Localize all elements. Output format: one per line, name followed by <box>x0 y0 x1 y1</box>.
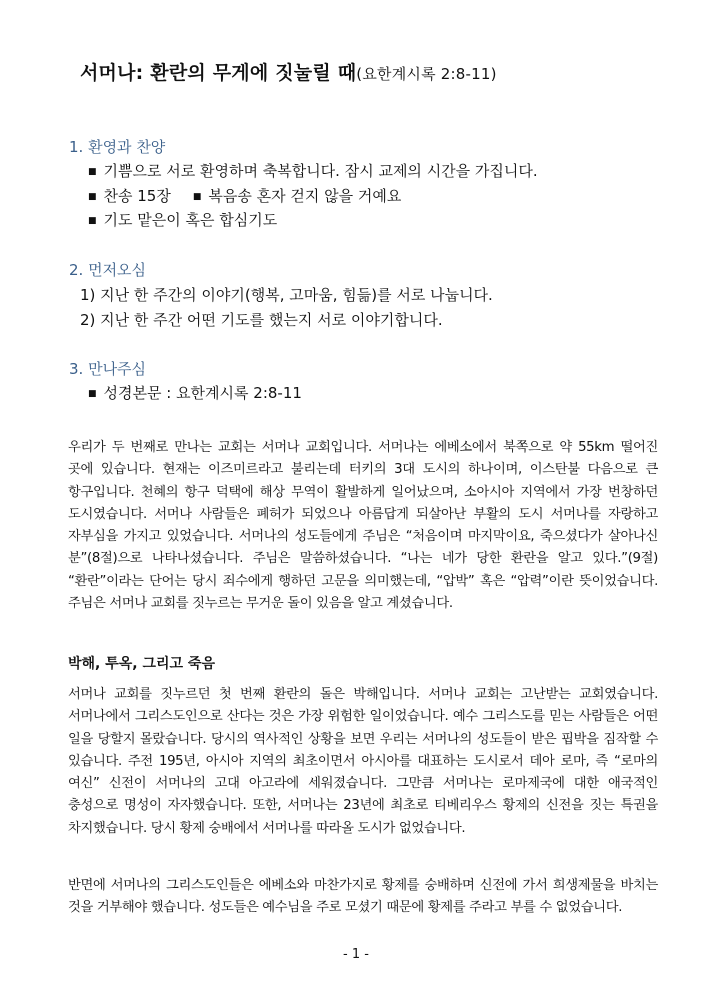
page-number: - 1 - <box>343 947 369 962</box>
bullet-square-icon: ■ <box>88 192 97 202</box>
section-heading-meeting: 3. 만나주심 <box>69 360 147 378</box>
page-title <box>80 58 497 85</box>
list-item: ■ 성경본문 : 요한계시록 2:8-11 <box>88 384 302 402</box>
title-main: 서머나: 환란의 무게에 짓눌릴 때 <box>80 62 357 84</box>
bullet-square-icon: ■ <box>88 389 97 399</box>
title-reference: (요한계시록 2:8-11) <box>356 65 497 83</box>
bullet-square-icon: ■ <box>88 167 97 177</box>
body-subheading: 박해, 투옥, 그리고 죽음 <box>68 656 215 672</box>
list-item: ■ 기도 맡은이 혹은 합심기도 <box>88 211 278 229</box>
list-item: 2) 지난 한 주간 어떤 기도를 했는지 서로 이야기합니다. <box>80 311 443 329</box>
section-heading-first-coming: 2. 먼저오심 <box>69 261 147 279</box>
body-paragraph: 서머나 교회를 짓누르던 첫 번째 환란의 돌은 박해입니다. 서머나 교회는 고난받는 교회였습니다. 서머나에서 그리스도인으로 산다는 것은 가장 위험한 일이었습니다. 예수 그리스도를 믿는 사람들은 어떤 일을 당할지 몰랐습니다. 당시의 역사적인 상황을 보면 우리는 서머나의 성도들이 받은 핍박을 짐작할 수 있습니다. 주전 195년, 아시아 지역의 최초이면서 아시아를 대표하는 도시로서 데아 로마, 즉 “로마의 여신” 신전이 서머나의 고대 아고라에 세워졌습니다. 그만큼 서머나는 로마제국에 대한 애국적인 충성으로 명성이 자자했습니다. 또한, 서머나는 23년에 최초로 티베리우스 황제의 신전을 짓는 특권을 차지했습니다. 당시 황제 숭배에서 서머나를 따라올 도시가 없었습니다. <box>68 687 658 836</box>
body-paragraph: 우리가 두 번째로 만나는 교회는 서머나 교회입니다. 서머나는 에베소에서 북쪽으로 약 55km 떨어진 곳에 있습니다. 현재는 이즈미르라고 불리는데 터키의 3대 도시의 하나이며, 이스탄불 다음으로 큰 항구입니다. 천혜의 항구 덕택에 해상 무역이 활발하게 일어났으며, 소아시아 지역에서 가장 번창하던 도시였습니다. 서머나 사람들은 폐허가 되었으나 아름답게 되살아난 부활의 도시 서머나를 자랑하고 자부심을 가지고 있었습니다. 서머나의 성도들에게 주님은 “처음이며 마지막이요, 죽으셨다가 살아나신 분”(8절)으로 나타나셨습니다. 주님은 말씀하셨습니다. “나는 네가 당한 환란을 알고 있다.”(9절) “환란”이라는 단어는 당시 죄수에게 행하던 고문을 의미했는데, “압박” 혹은 “압력”이란 뜻이었습니다. 주님은 서머나 교회를 짓누르는 무거운 돌이 있음을 알고 계셨습니다. <box>68 440 658 612</box>
body-paragraph: 반면에 서머나의 그리스도인들은 에베소와 마찬가지로 황제를 숭배하며 신전에 가서 희생제물을 바치는 것을 거부해야 했습니다. 성도들은 예수님을 주로 모셨기 때문에 황제를 주라고 부를 수 없었습니다. <box>68 878 658 916</box>
section-heading-welcome: 1. 환영과 찬양 <box>69 138 166 156</box>
bullet-square-icon: ■ <box>88 216 97 226</box>
list-item: 1) 지난 한 주간의 이야기(행복, 고마움, 힘듦)를 서로 나눕니다. <box>80 286 493 304</box>
list-item: ■ 찬송 15장 ■ 복음송 혼자 걷지 않을 거예요 <box>88 187 402 205</box>
bullet-square-icon: ■ <box>192 192 202 202</box>
list-item: ■ 기쁨으로 서로 환영하며 축복합니다. 잠시 교제의 시간을 가집니다. <box>88 162 538 180</box>
